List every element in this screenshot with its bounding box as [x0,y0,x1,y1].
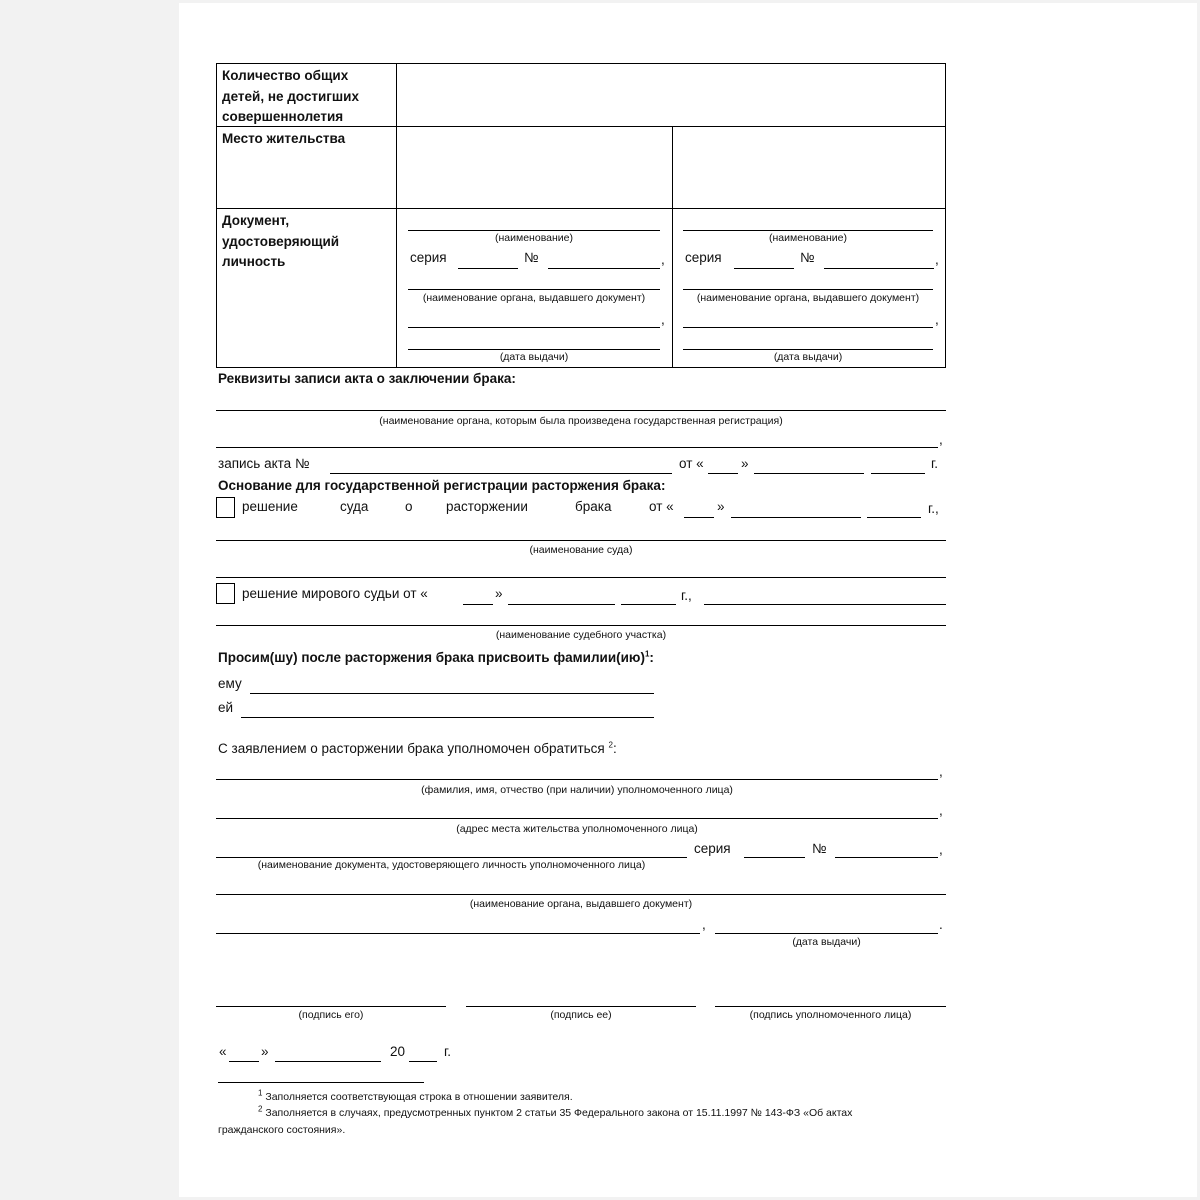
footnote-separator [218,1082,424,1083]
marriage-record-heading: Реквизиты записи акта о заключении брака: [218,371,516,386]
marriage-org-field-2[interactable] [216,447,938,448]
comma: , [702,917,706,932]
issuer-field[interactable] [408,289,660,290]
authorized-signature-caption: (подпись уполномоченного лица) [749,1009,912,1021]
authorized-issue-date-caption: (дата выдачи) [792,936,861,948]
date-year-field[interactable] [409,1061,437,1062]
record-day-field[interactable] [708,473,738,474]
magistrate-month-field[interactable] [508,604,615,605]
issuer-caption: (наименование органа, выдавшего документ) [422,292,646,304]
magistrate-year-label: г., [681,588,692,603]
authorized-series-field[interactable] [744,857,805,858]
residence-label: Место жительства [222,131,346,146]
authorized-signature-field[interactable] [715,1006,946,1007]
court-name-field[interactable] [216,540,946,541]
record-from-label: от « [679,456,704,471]
authorized-doc-field[interactable] [216,857,687,858]
doc-name-caption: (наименование) [495,232,573,244]
date-close-quote: » [261,1044,269,1059]
her-signature-caption: (подпись ее) [550,1009,612,1021]
record-month-field[interactable] [754,473,864,474]
authorized-number-label: № [812,841,827,856]
magistrate-decision-checkbox[interactable] [216,583,235,604]
marriage-org-field[interactable] [216,410,946,411]
court-district-field[interactable] [704,604,946,605]
court-name-field-2[interactable] [216,577,946,578]
magistrate-day-field[interactable] [463,604,493,605]
court-month-field[interactable] [731,517,861,518]
authorized-address-field[interactable] [216,818,938,819]
number-label: № [800,250,815,265]
period: . [939,917,943,932]
series-label: серия [685,250,722,265]
court-word: решение [242,499,298,514]
number-field[interactable] [548,268,660,269]
authorized-issuer-field-2[interactable] [216,933,700,934]
court-year-field[interactable] [867,517,921,518]
identity-document-label: Документ, удостоверяющий личность [222,213,340,269]
record-year-field[interactable] [871,473,925,474]
surname-heading: Просим(шу) после расторжения брака присвоить фамилии(ию)$^1$: [218,649,654,665]
comma: , [939,842,943,857]
authorized-heading: С заявлением о расторжении брака уполномочен обратиться $^2$: [218,740,617,756]
court-day-field[interactable] [684,517,714,518]
court-word: от « [649,499,674,514]
comma: , [939,432,943,447]
comma: , [935,312,939,327]
issue-date-field[interactable] [408,349,660,350]
basis-heading: Основание для государственной регистрации расторжения брака: [218,478,666,493]
footnote-2-continued: гражданского состояния». [218,1124,346,1136]
series-field[interactable] [734,268,794,269]
authorized-address-caption: (адрес места жительства уполномоченного лица) [456,823,698,835]
authorized-series-label: серия [694,841,731,856]
children-count-label: Количество общих детей, не достигших совершеннолетия [222,68,359,124]
issuer-caption: (наименование органа, выдавшего документ) [696,292,920,304]
authorized-doc-caption: (наименование документа, удостоверяющего личность уполномоченного лица) [257,859,646,871]
issue-date-field[interactable] [683,349,933,350]
authorized-name-caption: (фамилия, имя, отчество (при наличии) уполномоченного лица) [421,784,733,796]
court-name-caption: (наименование суда) [529,544,633,556]
number-field[interactable] [824,268,934,269]
marriage-org-caption: (наименование органа, которым была произведена государственная регистрация) [379,415,783,427]
comma: , [661,312,665,327]
date-year-suffix: г. [444,1044,452,1059]
issuer-field-2[interactable] [683,327,933,328]
date-open-quote: « [219,1044,227,1059]
court-district-caption: (наименование судебного участка) [495,629,667,641]
record-year-label: г. [931,456,939,471]
issuer-field[interactable] [683,289,933,290]
comma: , [661,252,665,267]
her-label: ей [218,700,234,715]
magistrate-label: решение мирового судьи от « [242,586,428,601]
number-label: № [524,250,539,265]
her-signature-field[interactable] [466,1006,696,1007]
his-surname-field[interactable] [250,693,654,694]
court-decision-checkbox[interactable] [216,497,235,518]
magistrate-close-quote: » [495,586,503,601]
authorized-name-field[interactable] [216,779,938,780]
his-signature-field[interactable] [216,1006,446,1007]
issue-date-caption: (дата выдачи) [773,351,843,363]
court-close-quote: » [717,499,725,514]
footnote-2: $^2$ Заполняется в случаях, предусмотренных пунктом 2 статьи 35 Федерального закона от 15.11.1997 № 143-ФЗ «Об актах [258,1104,853,1119]
court-word: брака [575,499,612,514]
authorized-issuer-field[interactable] [216,894,946,895]
date-day-field[interactable] [229,1061,259,1062]
record-number-field[interactable] [330,473,672,474]
court-word: о [405,499,413,514]
court-year-label: г., [928,501,939,516]
footnote-1: $^1$ Заполняется соответствующая строка в отношении заявителя. [258,1088,573,1103]
authorized-issuer-caption: (наименование органа, выдавшего документ) [469,898,693,910]
doc-name-field[interactable] [408,230,660,231]
magistrate-year-field[interactable] [621,604,676,605]
date-month-field[interactable] [275,1061,381,1062]
court-district-field-2[interactable] [216,625,946,626]
authorized-number-field[interactable] [835,857,938,858]
issuer-field-2[interactable] [408,327,660,328]
him-label: ему [218,676,242,691]
issue-date-caption: (дата выдачи) [499,351,569,363]
authorized-issue-date-field[interactable] [715,933,938,934]
court-word: суда [340,499,369,514]
his-signature-caption: (подпись его) [298,1009,364,1021]
series-label: серия [410,250,447,265]
series-field[interactable] [458,268,518,269]
doc-name-caption: (наименование) [769,232,847,244]
date-year-prefix: 20 [390,1044,406,1059]
comma: , [939,764,943,779]
court-word: расторжении [446,499,528,514]
doc-name-field[interactable] [683,230,933,231]
comma: , [935,252,939,267]
record-close-quote: » [741,456,749,471]
record-number-label: запись акта № [218,456,310,471]
her-surname-field[interactable] [241,717,654,718]
comma: , [939,803,943,818]
